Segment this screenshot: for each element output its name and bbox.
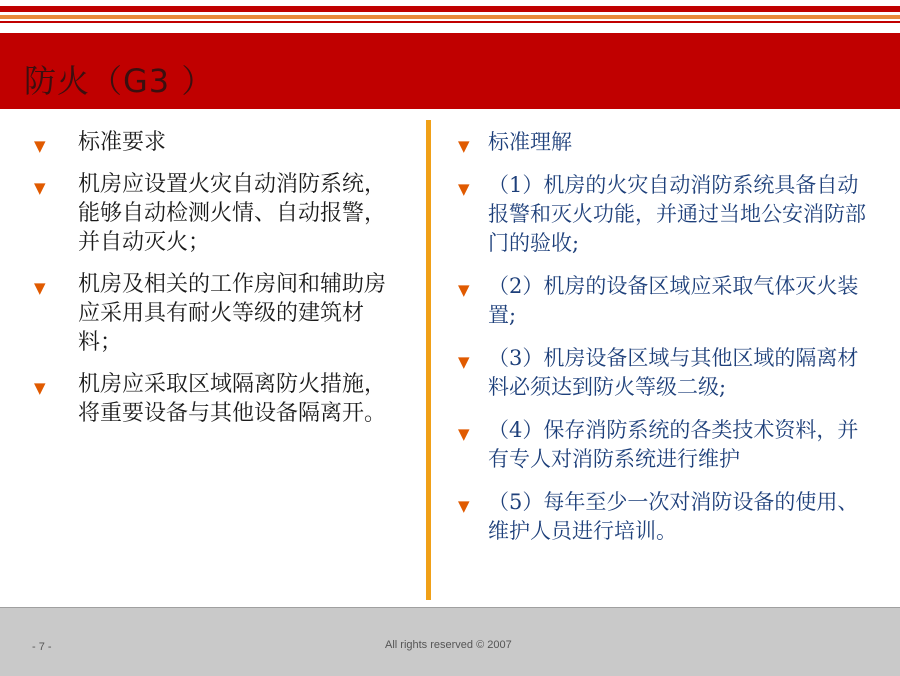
triangle-down-icon: ▼ (458, 281, 470, 299)
list-item (458, 488, 878, 546)
triangle-down-icon: ▼ (34, 179, 46, 197)
list-item (458, 171, 878, 258)
copyright-notice: All rights reserved © 2007 (385, 639, 512, 651)
header-stripe-red-thin (0, 21, 900, 23)
column-divider (426, 120, 431, 600)
list-item (458, 272, 878, 330)
slide-title: 防火（G3 ） (24, 62, 215, 100)
list-item-text: 机房应采取区域隔离防火措施，将重要设备与其他设备隔离开。 (78, 372, 387, 426)
left-column (34, 128, 386, 441)
list-item-text: （2）机房的设备区域应采取气体灭火装置; (488, 274, 859, 327)
triangle-down-icon: ▼ (458, 180, 470, 198)
list-item-text: 机房及相关的工作房间和辅助房应采用具有耐火等级的建筑材料； (78, 272, 387, 355)
triangle-down-icon: ▼ (458, 497, 470, 515)
triangle-down-icon: ▼ (458, 425, 470, 443)
list-item-text: 标准要求 (78, 130, 167, 155)
list-item (458, 128, 878, 157)
list-item (34, 270, 386, 357)
list-item (458, 416, 878, 474)
triangle-down-icon: ▼ (34, 279, 46, 297)
list-item (34, 370, 386, 428)
triangle-down-icon: ▼ (458, 353, 470, 371)
list-item-text: （1）机房的火灾自动消防系统具备自动报警和灭火功能，并通过当地公安消防部门的验收; (488, 173, 866, 255)
list-item-text: 机房应设置火灾自动消防系统，能够自动检测火情、自动报警，并自动灭火； (78, 172, 387, 255)
list-item (34, 128, 386, 157)
header-stripe-red (0, 6, 900, 12)
triangle-down-icon: ▼ (34, 379, 46, 397)
right-column (458, 128, 878, 560)
header-stripe-orange (0, 15, 900, 19)
list-item (458, 344, 878, 402)
list-item (34, 170, 386, 257)
list-item-text: （5）每年至少一次对消防设备的使用、维护人员进行培训。 (488, 490, 859, 543)
list-item-text: 标准理解 (488, 130, 572, 154)
list-item-text: （4）保存消防系统的各类技术资料，并有专人对消防系统进行维护 (488, 418, 859, 471)
triangle-down-icon: ▼ (458, 137, 470, 155)
list-item-text: （3）机房设备区域与其他区域的隔离材料必须达到防火等级二级; (488, 346, 859, 399)
page-number: - 7 - (32, 641, 52, 653)
triangle-down-icon: ▼ (34, 137, 46, 155)
